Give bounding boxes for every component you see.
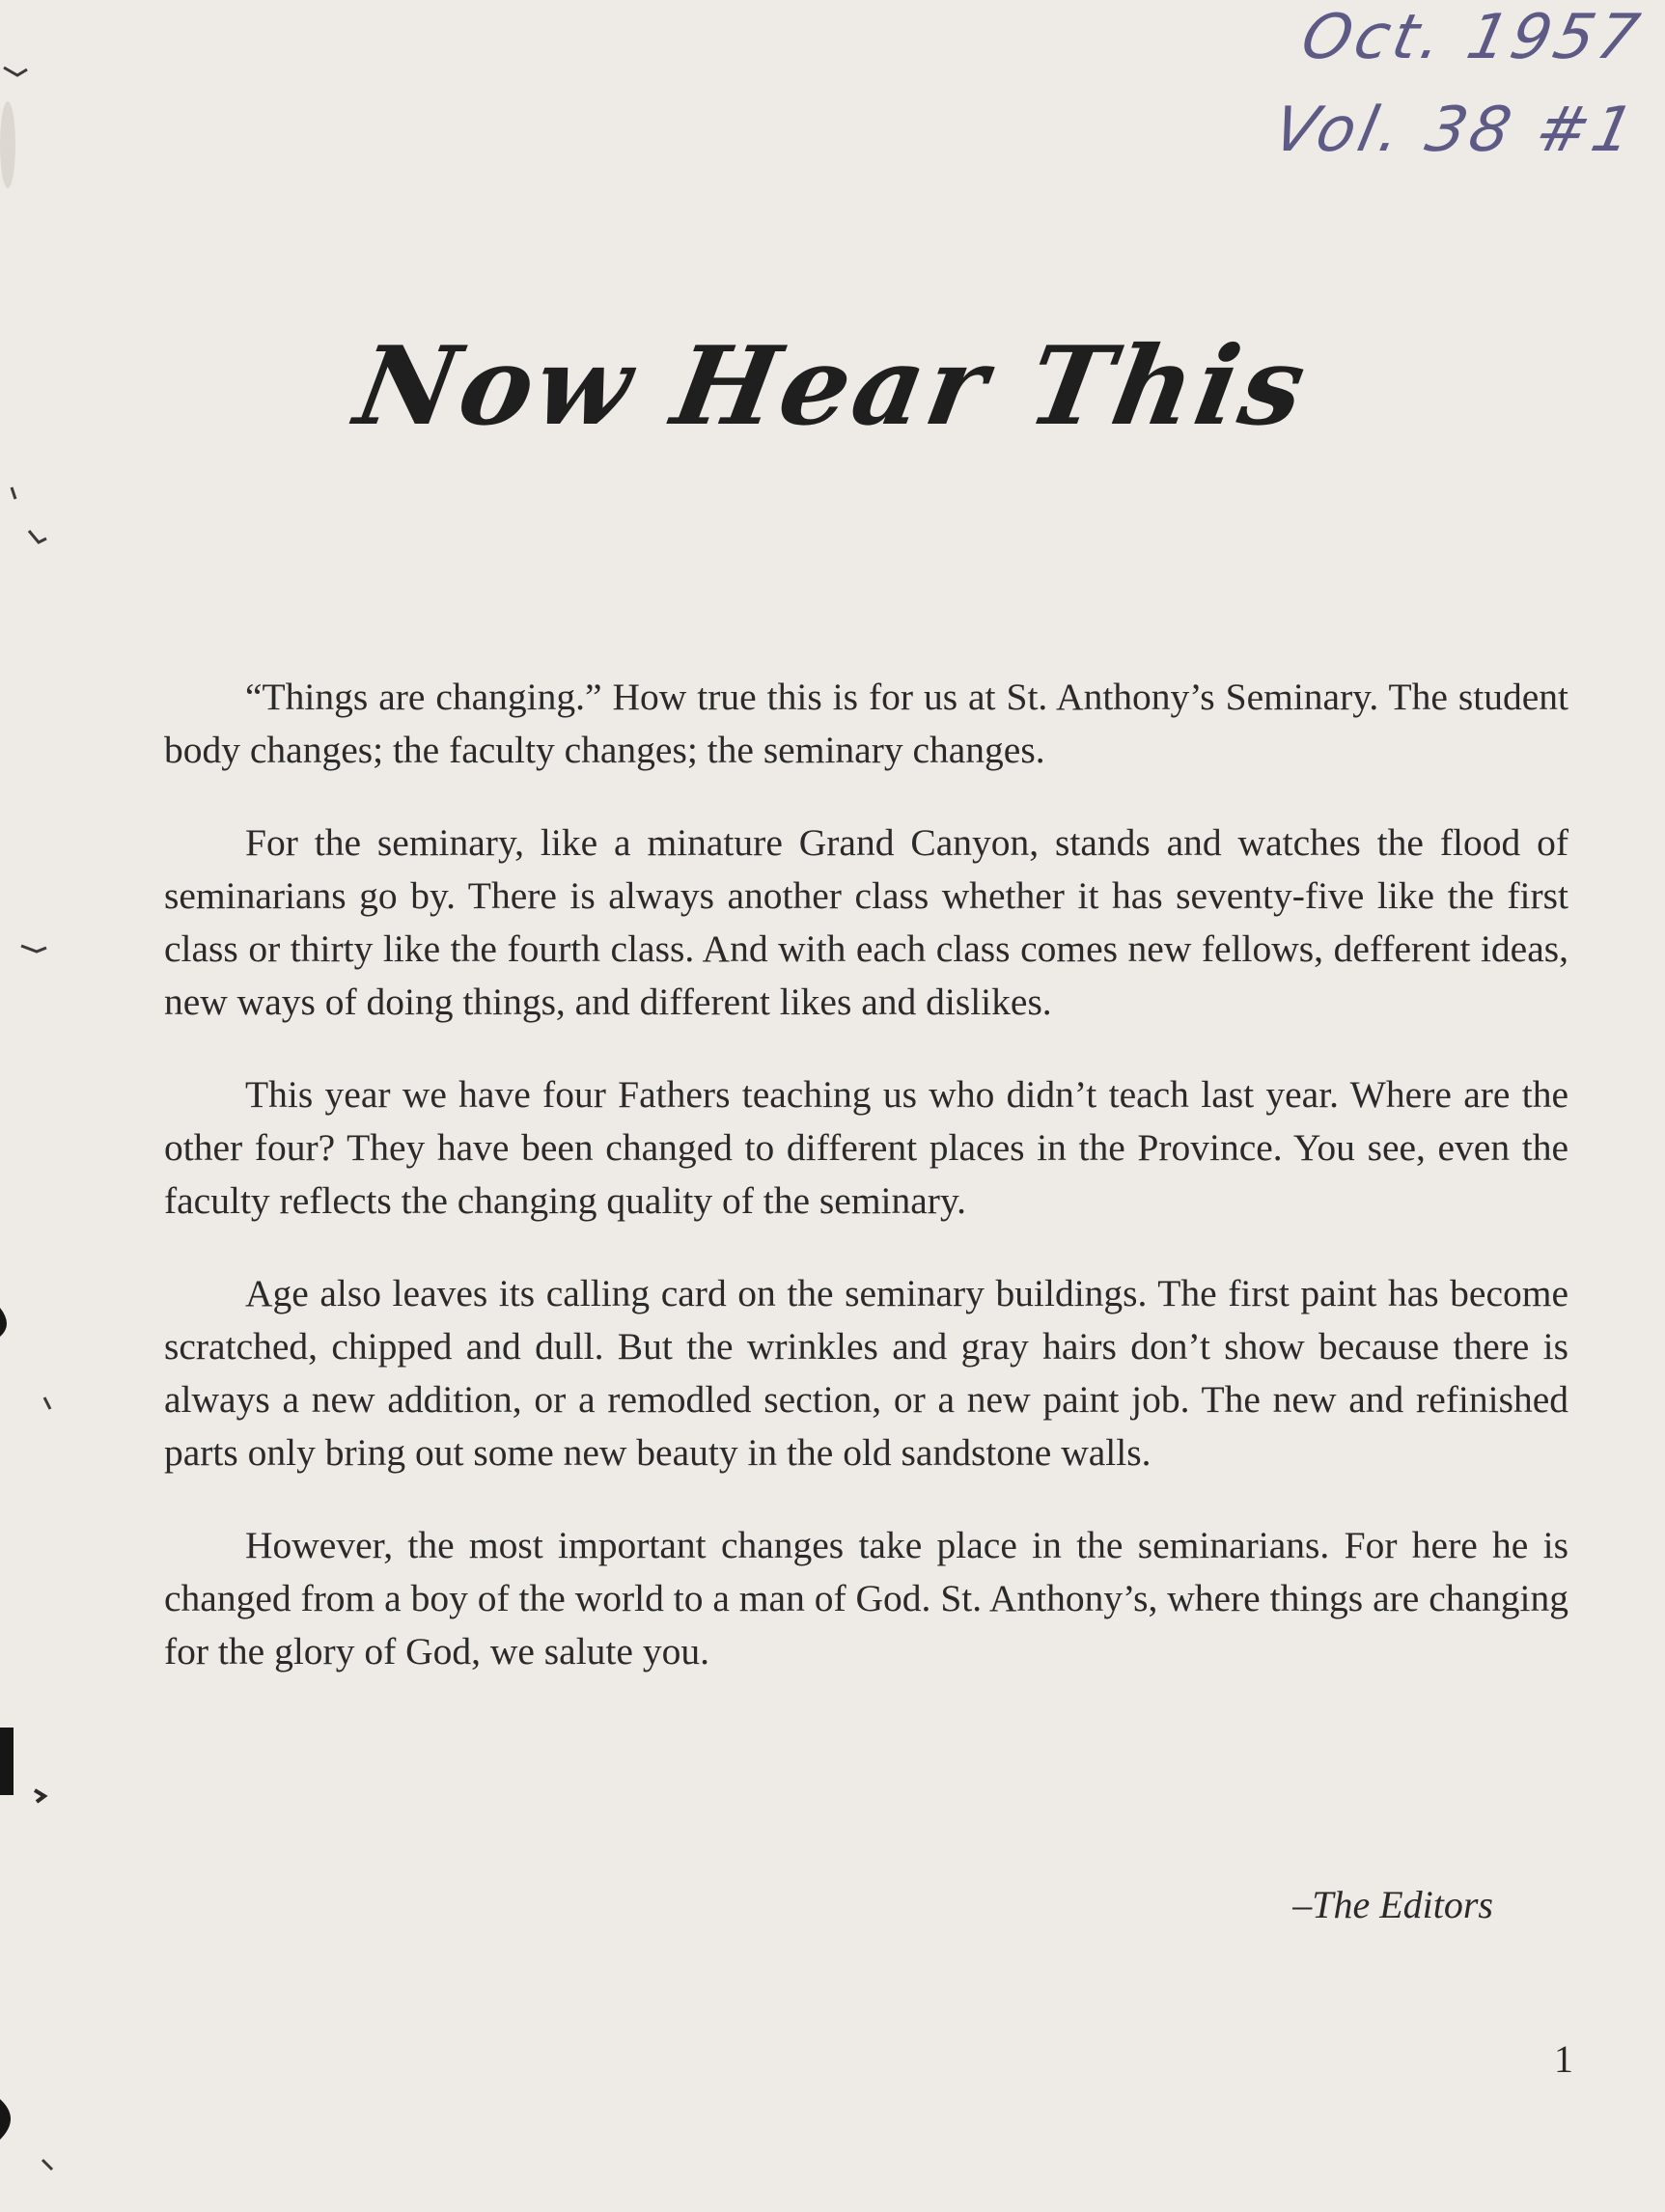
page-number: 1 (1554, 2037, 1573, 2081)
page-title: Now Hear This (347, 323, 1318, 450)
handwritten-volume-note: Vol. 38 #1 (1267, 95, 1644, 166)
handwritten-date-note: Oct. 1957 (1294, 2, 1649, 73)
article-body (164, 671, 1568, 1718)
paragraph: “Things are changing.” How true this is for us at St. Anthony’s Seminary. The student body changes; the faculty changes; the seminary changes. (164, 676, 1568, 771)
paragraph: This year we have four Fathers teaching us who didn’t teach last year. Where are the other four? They have been changed to different places in the Province. You see, even the faculty reflects the changing quality of the seminary. (164, 1073, 1568, 1222)
paragraph: Age also leaves its calling card on the seminary buildings. The first paint has become scratched, chipped and dull. But the wrinkles and gray hairs don’t show because there is always a new addition, or a remodled section, or a new paint job. The new and refinished parts only bring out some new beauty in the old sandstone walls. (164, 1272, 1568, 1474)
paragraph: However, the most important changes take place in the seminarians. For here he is changed from a boy of the world to a man of God. St. Anthony’s, where things are changing for the glory of God, we salute you. (164, 1524, 1568, 1673)
signature: –The Editors (1292, 1883, 1493, 1926)
paragraph: For the seminary, like a minature Grand Canyon, stands and watches the flood of seminarians go by. There is always another class whether it has seventy-five like the first class or thirty like the fourth class. And with each class comes new fellows, defferent ideas, new ways of doing things, and different likes and dislikes. (164, 821, 1568, 1023)
